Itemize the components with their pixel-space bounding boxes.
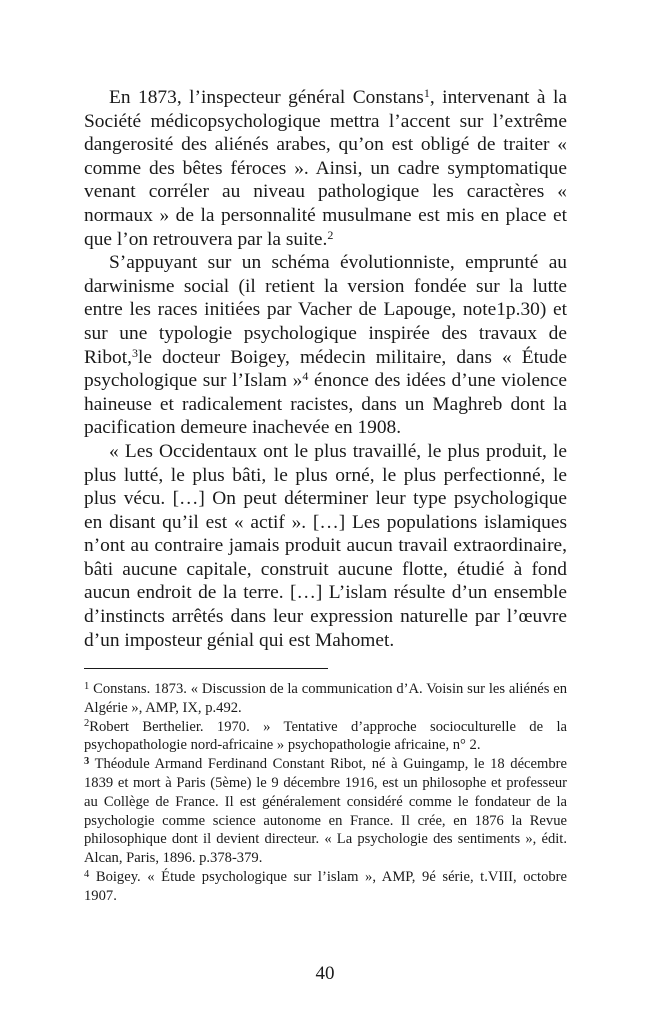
footnote-4 (84, 868, 567, 906)
paragraph-1-text-b: , intervenant à la Société médicopsychologique mettra l’accent sur l’extrême dangerosité des aliénés arabes, qu’on est obligé de traiter « comme des bêtes féroces ». Ainsi, un cadre symptomatique venant corréler au niveau pathologique les caractères « normaux » de la personnalité musulmane est mis en place et que l’on retrouvera par la suite. (84, 87, 567, 250)
footnote-ref-2[interactable]: 2 (327, 227, 334, 242)
page-number: 40 (315, 963, 335, 984)
footnote-text: Constans. 1873. « Discussion de la communication d’A. Voisin sur les aliénés en Algérie », AMP, IX, p.492. (84, 681, 567, 716)
footnote-3 (84, 755, 567, 868)
footnote-number: 3 (84, 755, 90, 767)
footnote-number: 1 (84, 680, 90, 692)
footnote-text: Robert Berthelier. 1970. » Tentative d’approche socioculturelle de la psychopathologie nord-africaine » psychopathologie africaine, n° 2. (84, 718, 567, 754)
footnote-text: Boigey. « Étude psychologique sur l’islam », AMP, 9é série, t.VIII, octobre 1907. (84, 868, 567, 904)
footnote-separator (84, 668, 328, 669)
footnotes (84, 680, 567, 906)
footnote-ref-3[interactable]: 3 (131, 345, 138, 360)
footnote-2 (84, 718, 567, 756)
paragraph-1 (84, 86, 567, 251)
footnote-1 (84, 680, 567, 718)
paragraph-3-quote (84, 440, 567, 652)
paragraph-1-text-a: En 1873, l’inspecteur général Constans (109, 87, 424, 108)
paragraph-2-text-b: le docteur Boigey, médecin militaire, dans « Étude psychologique sur l’Islam » (84, 346, 567, 392)
footnote-text: Théodule Armand Ferdinand Constant Ribot, né à Guingamp, le 18 décembre 1839 et mort à Paris (5ème) le 9 décembre 1916, est un philosophe et professeur au Collège de France. Il est généralement considéré comme le fondateur de la psychologie comme science autonome en France. Il crée, en 1876 la Revue philosophique dont il devient directeur. « La psychologie des sentiments », édit. Alcan, Paris, 1896. p.378-379. (84, 756, 567, 867)
main-text (84, 86, 567, 652)
paragraph-2-text-c: énonce des idées d’une violence haineuse et radicalement racistes, dans un Maghreb dont la pacification demeure inachevée en 1908. (84, 370, 567, 439)
footnote-ref-4[interactable]: 4 (302, 369, 309, 384)
footnote-ref-1[interactable]: 1 (423, 86, 430, 100)
paragraph-2-text-a: S’appuyant sur un schéma évolutionniste, emprunté au darwinisme social (il retient la version fondée sur la lutte entre les races initiées par Vacher de Lapouge, note1p.30) et sur une typologie psychologique inspirée des travaux de Ribot, (84, 252, 567, 368)
footnote-number: 2 (84, 718, 90, 730)
paragraph-3-text: « Les Occidentaux ont le plus travaillé, le plus produit, le plus lutté, le plus bâti, le plus orné, le plus perfectionné, le plus vécu. […] On peut déterminer leur type psychologique en disant qu’il est « actif ». […] Les populations islamiques n’ont au contraire jamais produit aucun travail extraordinaire, bâti aucune capitale, construit aucune flotte, étudié à fond aucun endroit de la terre. […] L’islam résulte d’un ensemble d’instincts arrêtés dans leur expression naturelle par l’œuvre d’un imposteur génial qui est Mahomet. (84, 440, 567, 651)
paragraph-2 (84, 251, 567, 440)
footnote-number: 4 (84, 868, 90, 880)
